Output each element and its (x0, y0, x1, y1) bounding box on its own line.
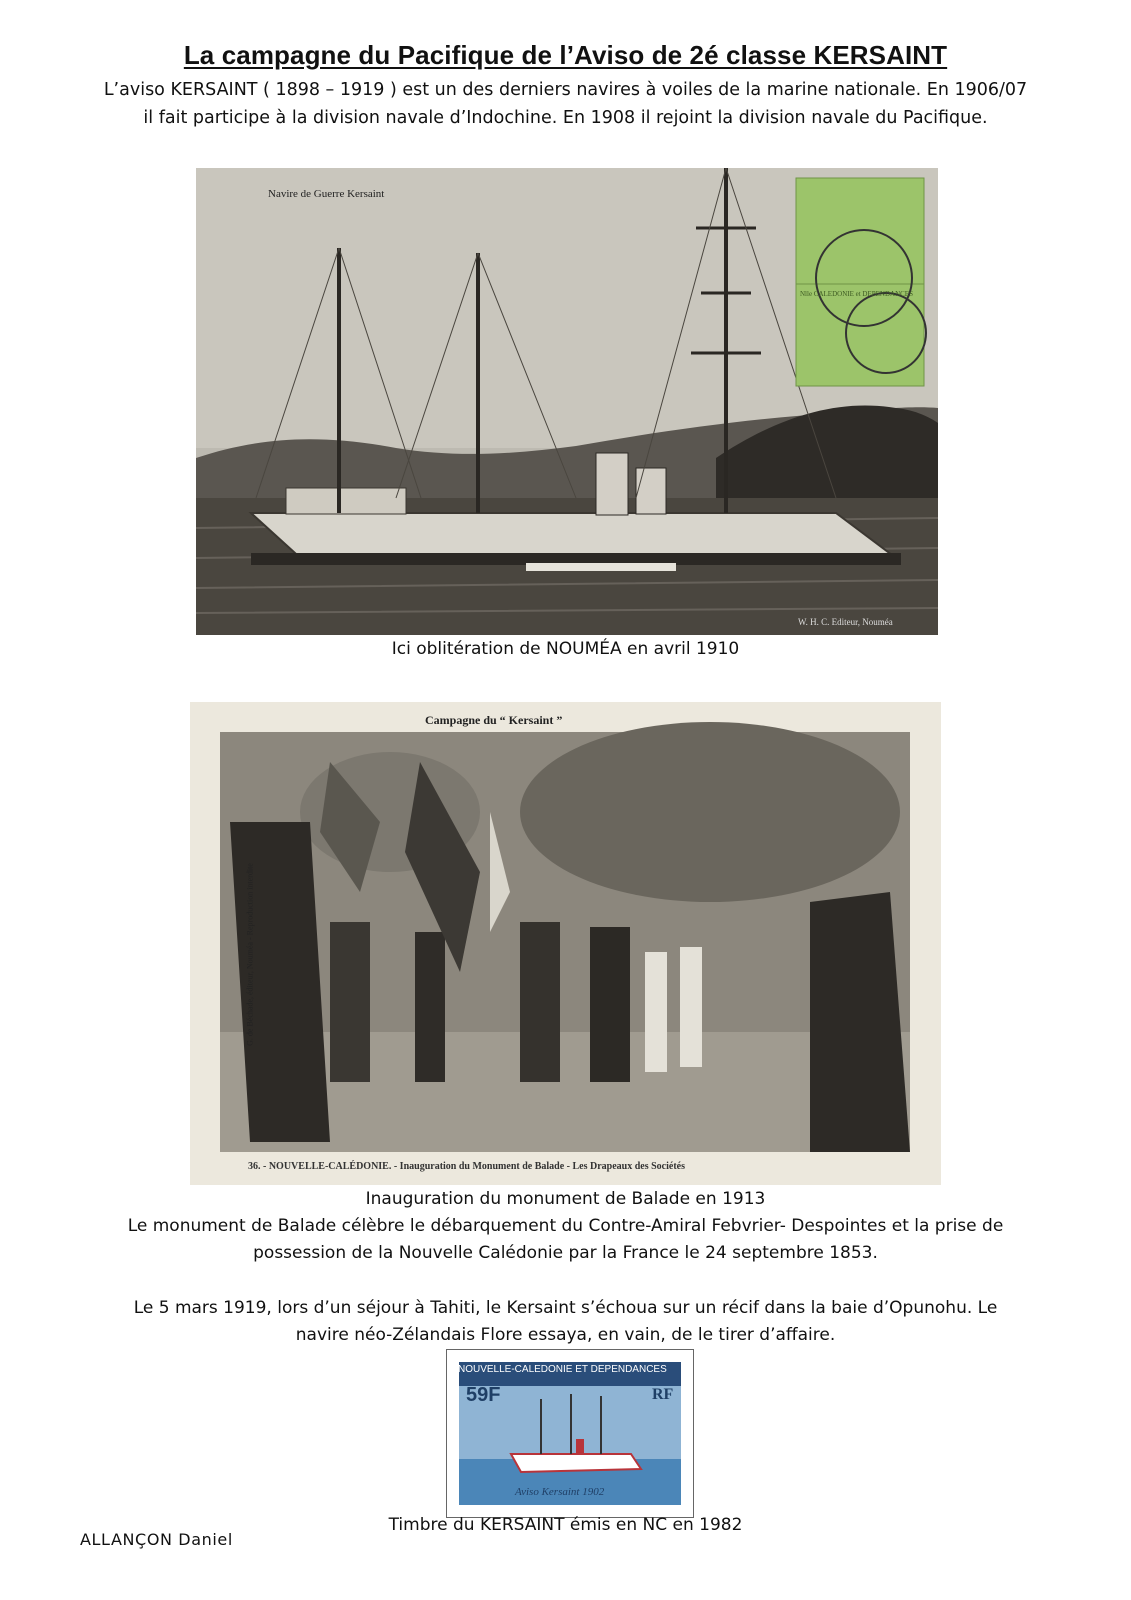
page-title: La campagne du Pacifique de l’Aviso de 2é classe KERSAINT (183, 40, 948, 70)
postcard-2-caption-line-3: possession de la Nouvelle Calédonie par la France le 24 septembre 1853. (253, 1243, 878, 1263)
intro-line-1: L’aviso KERSAINT ( 1898 – 1919 ) est un des derniers navires à voiles de la marine nationale. En 1906/07 (103, 80, 1028, 100)
postcard-inauguration-photo (190, 702, 941, 1185)
postcard-2-side-text: G. de Béchade, éditeur, Nouméa - Reproduction interdite (245, 863, 255, 1046)
stamp-caption: Timbre du KERSAINT émis en NC en 1982 (388, 1515, 743, 1535)
intro-line-2: il fait participe à la division navale d’Indochine. En 1908 il rejoint la division navale du Pacifique. (143, 108, 988, 128)
story-line-1: Le 5 mars 1919, lors d’un séjour à Tahiti, le Kersaint s’échoua sur un récif dans la baie d’Opunohu. Le (133, 1298, 998, 1318)
postcard-2-caption-line-1: Inauguration du monument de Balade en 1913 (365, 1189, 766, 1209)
postcard-2-header: Campagne du “ Kersaint ” (425, 713, 563, 727)
stamp-script: Aviso Kersaint 1902 (515, 1486, 605, 1498)
stamp-rf: RF (652, 1386, 674, 1403)
story-paragraph (0, 1295, 1131, 1349)
postcard-2-caption (0, 1186, 1131, 1267)
postcard-1-caption: Ici oblitération de NOUMÉA en avril 1910 (391, 639, 740, 659)
postcard-1-stamp-text: Nlle CALEDONIE et DEPENDANCES (800, 290, 913, 298)
postcard-2-caption-line-2: Le monument de Balade célèbre le débarquement du Contre-Amiral Febvrier- Despointes et la prise de (127, 1216, 1004, 1236)
author-name: ALLANÇON Daniel (80, 1530, 233, 1549)
story-line-2: navire néo-Zélandais Flore essaya, en vain, de le tirer d’affaire. (295, 1325, 836, 1345)
postcard-2-footer: 36. - NOUVELLE-CALÉDONIE. - Inauguration du Monument de Balade - Les Drapeaux des Sociétés (248, 1161, 685, 1172)
intro-paragraph (0, 76, 1131, 132)
postcard-1-header: Navire de Guerre Kersaint (268, 188, 385, 200)
postcard-1-publisher: W. H. C. Editeur, Nouméa (798, 617, 893, 627)
stamp-header: NOUVELLE-CALEDONIE ET DEPENDANCES (458, 1364, 667, 1375)
stamp-value: 59F (466, 1384, 501, 1406)
postcard-ship-photo (196, 168, 938, 635)
